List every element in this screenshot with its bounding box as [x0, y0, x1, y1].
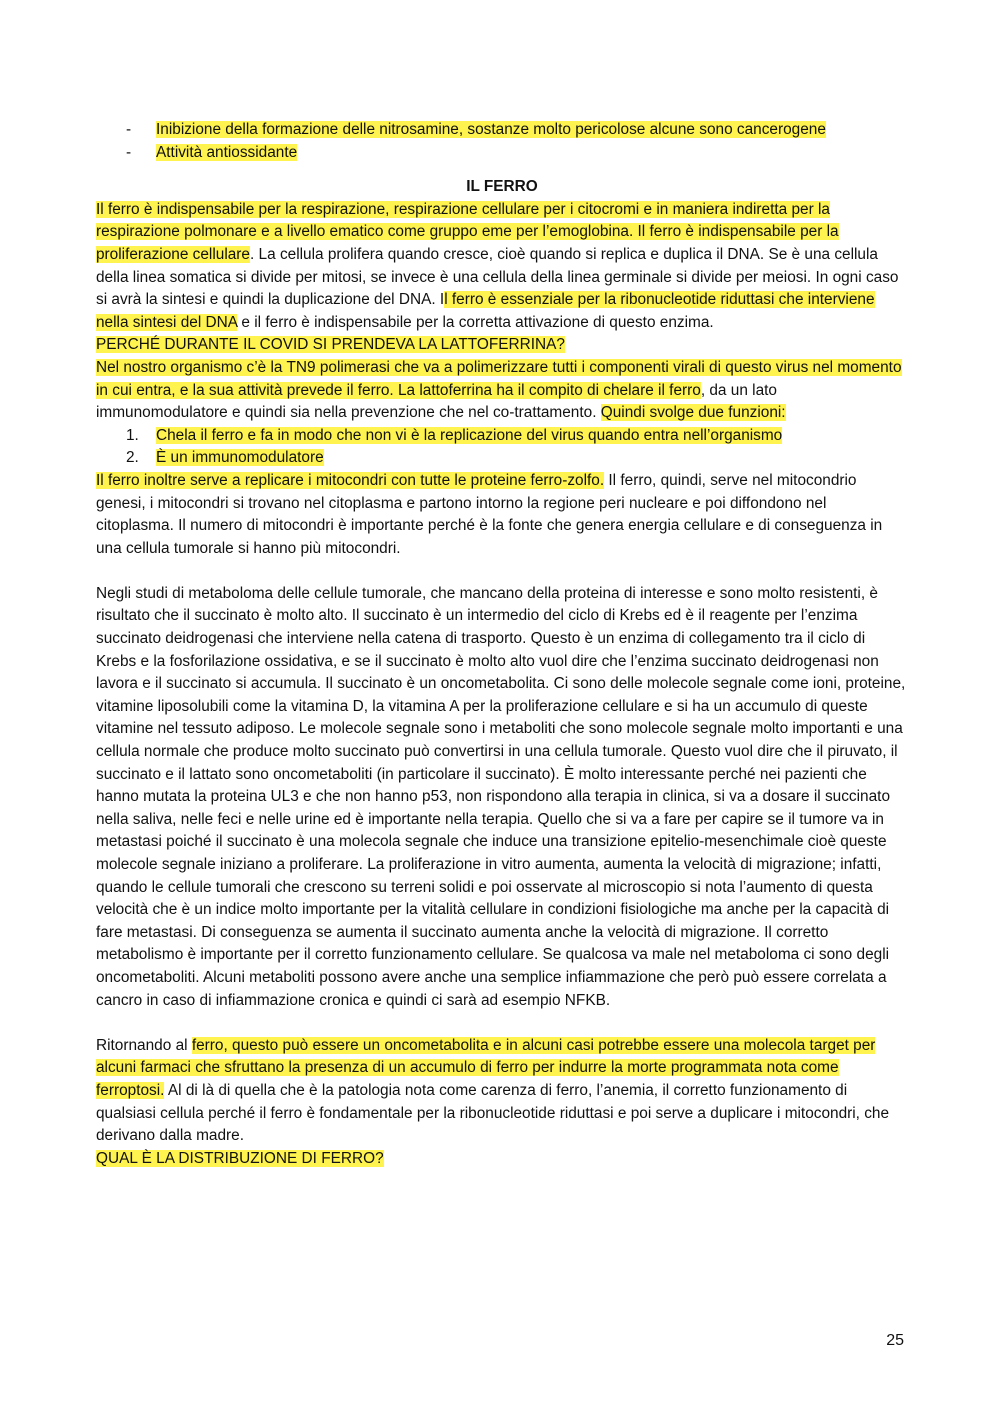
- numbered-list: [96, 425, 908, 470]
- page-number: 25: [886, 1332, 904, 1349]
- paragraph-mitochondria: [96, 470, 908, 560]
- highlight-text: l ferro è essenziale per la ribonucleotide riduttasi che interviene nella sintesi del DNA: [96, 291, 875, 331]
- body-text: , da un lato immunomodulatore e quindi sia nella prevenzione che nel co-trattamento.: [96, 381, 777, 422]
- highlight-text: Il ferro è indispensabile per la respirazione, respirazione cellulare per i citocromi e in maniera indiretta per la respirazione polmonare e a livello ematico come gruppo eme per l’emoglobina. Il ferro è indispensabile per la proliferazione cellulare: [96, 200, 839, 263]
- section-title: IL FERRO: [466, 178, 538, 196]
- paragraph-gap: [96, 560, 908, 583]
- bullet-item: [96, 119, 908, 142]
- bullet-item: [96, 142, 908, 165]
- body-text: Al di là di quella che è la patologia nota come carenza di ferro, l’anemia, il corretto funzionamento di qualsiasi cellula perché il ferro è fondamentale per la ribonucleotide riduttasi e poi serve a duplicare i mitocondri, che derivano dalla madre.: [96, 1081, 890, 1145]
- item-number: 2.: [126, 449, 139, 467]
- item-text: Chela il ferro e fa in modo che non vi è la replicazione del virus quando entra nell’organismo: [156, 426, 783, 444]
- highlight-text: ferro, questo può essere un oncometabolita e in alcuni casi potrebbe essere una molecola target per alcuni farmaci che sfruttano la presenza di un accumulo di ferro per indurre la morte programmata nota come ferroptosi.: [96, 1036, 876, 1099]
- highlight-text: QUAL È LA DISTRIBUZIONE DI FERRO?: [96, 1149, 384, 1167]
- bullet-marker: -: [126, 143, 132, 161]
- numbered-item: [96, 447, 908, 470]
- paragraph-iron-role: [96, 199, 908, 335]
- numbered-item: [96, 425, 908, 448]
- body-text: Ritornando al: [96, 1036, 192, 1054]
- bullet-text: Inibizione della formazione delle nitrosamine, sostanze molto pericolose alcune sono cancerogene: [156, 121, 826, 138]
- body-text: Il ferro, quindi, serve nel mitocondrio genesi, i mitocondri si trovano nel citoplasma e partono intorno la regione peri nucleare e poi diffondono nel citoplasma. Il numero di mitocondri è importante perché è la fonte che genera energia cellulare e di conseguenza in una cellula tumorale si hanno più mitocondri.: [96, 471, 883, 557]
- bullet-marker: -: [126, 121, 132, 138]
- bullet-list: [96, 119, 908, 164]
- paragraph-ferroptosis: [96, 1035, 908, 1148]
- question-heading: [96, 1148, 908, 1171]
- highlight-text: PERCHÉ DURANTE IL COVID SI PRENDEVA LA LATTOFERRINA?: [96, 336, 565, 354]
- paragraph-metabolome: Negli studi di metaboloma delle cellule tumorale, che mancano della proteina di interesse e sono molto resistenti, è risultato che il succinato è molto alto. Il succinato è un intermedio del ciclo di Krebs ed è il reagente per l’enzima succinato deidrogenasi che interviene nella catena di trasporto. Questo è un enzima di collegamento tra il ciclo di Krebs e la fosforilazione ossidativa, e se il succinato è molto alto vuol dire che l’enzima succinato deidrogenasi non lavora e il succinato si accumula. Il succinato è un oncometabolita. Ci sono delle molecole segnale come ioni, proteine, vitamine liposolubili come la vitamina D, la vitamina A per la proliferazione cellulare e si ha un accumulo di queste vitamine nel tessuto adiposo. Le molecole segnale sono i metaboliti che sono molecole segnale molto importanti e una cellula normale che produce molto succinato può convertirsi in una cellula tumorale. Questo vuol dire che il piruvato, il succinato e il lattato sono oncometaboliti (in particolare il succinato). È molto interessante perché nei pazienti che hanno mutata la proteina UL3 e che non hanno p53, non rispondono alla terapia in clinica, si va a dosare il succinato nella saliva, nelle feci e nelle urine ed è importante nella terapia. Quello che si va a fare per capire se il tumore va in metastasi poiché il succinato è una molecola segnale che induce una transizione epitelio-mesenchimale cioè queste molecole segnale iniziano a proliferare. La proliferazione in vitro aumenta, aumenta la velocità di migrazione; infatti, quando le cellule tumorali che crescono su terreni solidi e poi osservate al microscopio si nota l’aumento di questa velocità che è un indice molto importante per la vitalità cellulare in condizioni fisiologiche ma anche per la capacità di fare metastasi. Di conseguenza se aumenta il succinato aumenta anche la velocità di migrazione. Il corretto metabolismo è importante per il corretto funzionamento cellulare. Se qualcosa va male nel metaboloma ci sono degli oncometaboliti. Alcuni metaboliti possono avere anche una semplice infiammazione che però può essere correlata a cancro in caso di infiammazione cronica e quindi ci sarà ad esempio NFKB.: [96, 584, 906, 1009]
- highlight-text: Nel nostro organismo c’è la TN9 polimerasi che va a polimerizzare tutti i componenti virali di questo virus nel momento in cui entra, e la sua attività prevede il ferro. La lattoferrina ha il compito di chelare il ferro: [96, 358, 902, 399]
- question-heading: [96, 334, 908, 357]
- bullet-text: Attività antiossidante: [156, 143, 298, 161]
- highlight-text: Quindi svolge due funzioni:: [600, 404, 786, 422]
- paragraph-lactoferrin: [96, 357, 908, 425]
- document-page: [96, 119, 908, 1170]
- item-text: È un immunomodulatore: [156, 449, 324, 467]
- body-text: e il ferro è indispensabile per la corretta attivazione di questo enzima.: [237, 313, 714, 331]
- highlight-text: Il ferro inoltre serve a replicare i mitocondri con tutte le proteine ferro-zolfo.: [96, 471, 605, 489]
- body-text: . La cellula prolifera quando cresce, cioè quando si replica e duplica il DNA. Se è una cellula della linea somatica si divide per mitosi, se invece è una cellula della linea germinale si divide per meiosi. In ogni caso si avrà la sintesi e quindi la duplicazione del DNA. I: [96, 245, 899, 309]
- paragraph-gap: [96, 1012, 908, 1035]
- item-number: 1.: [126, 426, 139, 444]
